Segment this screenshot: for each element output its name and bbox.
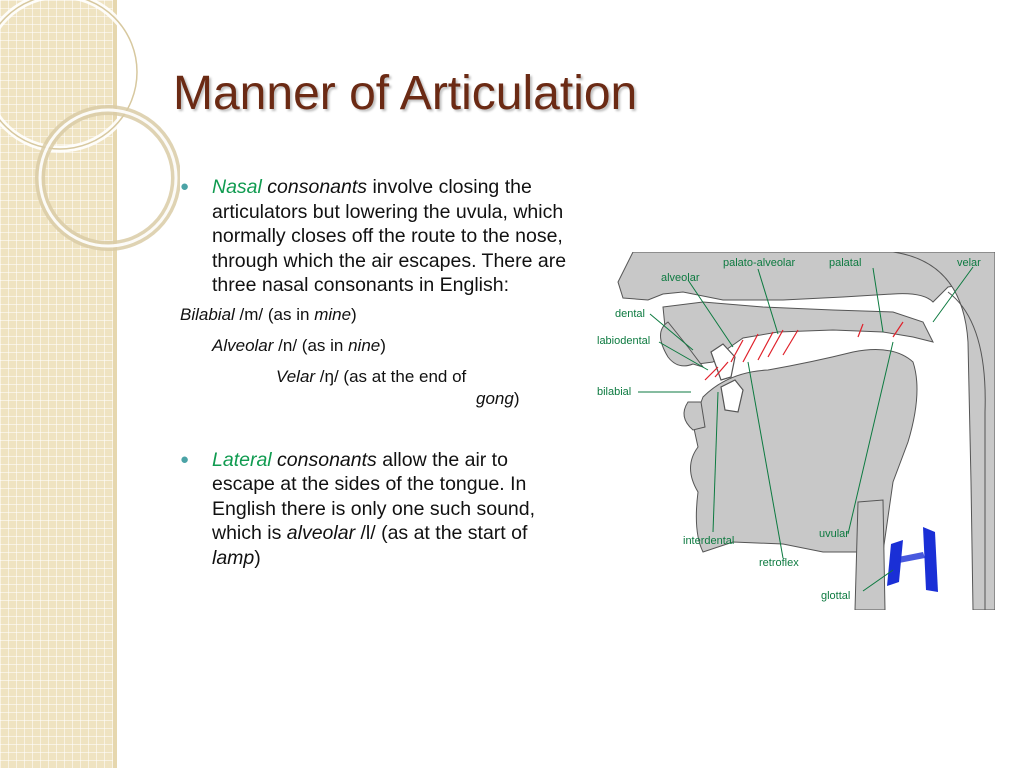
label-retroflex: retroflex: [759, 557, 799, 569]
label-bilabial: bilabial: [597, 386, 632, 398]
bullet-lateral-text2: /l/ (as at the start of: [360, 522, 528, 544]
example-velar: [180, 366, 575, 388]
label-uvular: uvular: [819, 528, 849, 540]
label-velar: velar: [957, 257, 981, 269]
bullet-lateral: [180, 448, 575, 571]
bullet-nasal: [180, 175, 575, 298]
bullet-lateral-close: ): [254, 546, 261, 569]
bullet-lateral-text: allow the air to escape at the sides of the tongue. In English there is only one such sound, which is: [212, 448, 536, 544]
example-close: ): [513, 388, 520, 408]
label-labiodental: labiodental: [597, 335, 651, 347]
example-place: Alveolar: [212, 335, 274, 355]
label-dental: dental: [615, 308, 645, 320]
example-phoneme: /ŋ/ (as at the end of: [319, 366, 467, 386]
example-close: ): [351, 304, 357, 324]
label-glottal: glottal: [821, 590, 851, 602]
label-interdental: interdental: [683, 535, 735, 547]
example-close: ): [380, 335, 386, 355]
label-alveolar: alveolar: [661, 272, 700, 284]
term-nasal: Nasal: [212, 176, 262, 198]
example-alveolar: [180, 335, 575, 357]
label-palato-alveolar: palato-alveolar: [723, 257, 796, 269]
throat-shape: [855, 500, 885, 610]
lower-lip-shape: [684, 402, 705, 430]
example-word: nine: [348, 335, 381, 355]
example-phoneme: /n/ (as in: [278, 335, 344, 355]
term-lateral: Lateral: [212, 448, 272, 471]
example-bilabial: [180, 304, 575, 326]
bullet-dot-icon: ●: [180, 450, 190, 468]
term-lamp: lamp: [212, 546, 255, 569]
bullet-dot-icon: ●: [180, 178, 190, 195]
example-word: gong: [476, 388, 514, 408]
term-alveolar: alveolar: [286, 522, 356, 544]
slide-title: Manner of Articulation: [173, 67, 638, 120]
bullet-nasal-text: involve closing the articulators but lowering the uvula, which normally closes off the route to the nose, through which the air escapes. There are three nasal consonants in English:: [212, 176, 567, 296]
term-consonants: consonants: [277, 448, 377, 471]
example-place: Bilabial: [180, 304, 235, 324]
slide-body: [180, 175, 575, 570]
example-word: mine: [314, 304, 352, 324]
example-velar-continued: [180, 388, 575, 410]
glottis-shape: [887, 527, 938, 592]
label-palatal: palatal: [829, 257, 862, 269]
example-phoneme: /m/ (as in: [239, 304, 310, 324]
decorative-rings: [0, 0, 180, 280]
term-consonants: consonants: [267, 176, 368, 198]
vocal-tract-diagram: [593, 252, 995, 610]
example-place: Velar: [276, 366, 316, 386]
